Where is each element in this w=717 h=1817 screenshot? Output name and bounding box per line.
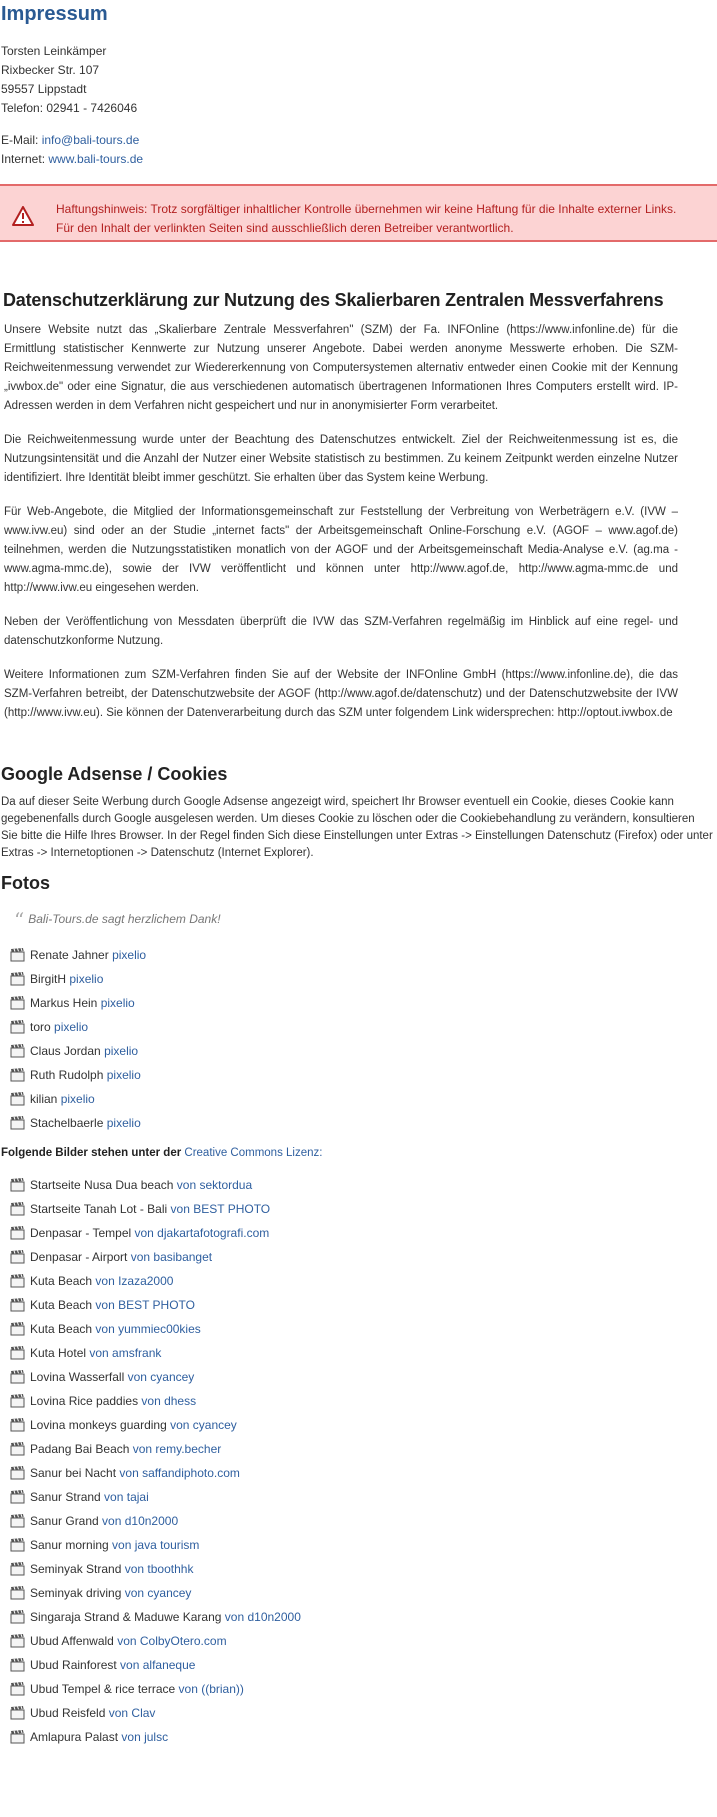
clapperboard-icon [10, 1729, 25, 1744]
fotos-heading: Fotos [1, 873, 50, 893]
credit-item [10, 1245, 717, 1269]
credit-link[interactable]: von ((brian)) [178, 1682, 244, 1696]
credit-item [10, 1725, 717, 1749]
credit-item [10, 1365, 717, 1389]
clapperboard-icon [10, 1585, 25, 1600]
street: Rixbecker Str. 107 [1, 63, 100, 77]
warning-line-2: Für den Inhalt der verlinkten Seiten sind ausschließlich deren Betreiber verantwortlich. [56, 221, 514, 235]
credit-name: Lovina Wasserfall [30, 1370, 128, 1384]
credit-link[interactable]: pixelio [104, 1044, 139, 1058]
adsense-text: Da auf dieser Seite Werbung durch Google Adsense angezeigt wird, speichert Ihr Browser eventuell ein Cookie, dieses Cookie kann gegebenenfalls durch Google ausgelesen werden. Um dieses Cookie zu löschen oder die Cookiebehandlung zu verändern, konsultieren Sie bitte die Hilfe Ihres Browser. In der Regel finden Sich diese Einstellungen unter Extras -> Einstellungen Datenschutz (Firefox) oder unter Extras -> Internetoptionen -> Datenschutz (Internet Explorer). [1, 796, 713, 859]
credit-item [10, 1087, 717, 1111]
credit-item [10, 1605, 717, 1629]
szm-paragraph: Unsere Website nutzt das „Skalierbare Zentrale Messverfahren" (SZM) der Fa. INFOnline (https://www.infonline.de) für die Ermittlung statistischer Kennwerte zur Nutzung unserer Angebote. Dabei werden anonyme Messwerte erhoben. Die SZM-Reichweitenmessung verwendet zur Wiedererkennung von Computersystemen alternativ entweder einen Cookie mit der Kennung „ivwbox.de" oder eine Signatur, die aus verschiedenen automatisch übertragenen Informationen Ihres Computers erstellt wird. IP-Adressen werden in dem Verfahren nicht gespeichert und nur in anonymisierter Form verarbeitet. [4, 324, 678, 412]
warning-line-1: Haftungshinweis: Trotz sorgfältiger inhaltlicher Kontrolle übernehmen wir keine Haftung für die Inhalte externer Links. [56, 202, 677, 216]
credit-item [10, 1581, 717, 1605]
credit-name: Denpasar - Tempel [30, 1226, 135, 1240]
credit-link[interactable]: von remy.becher [132, 1442, 222, 1456]
szm-paragraph: Weitere Informationen zum SZM-Verfahren finden Sie auf der Website der INFOnline GmbH (https://www.infonline.de), die das SZM-Verfahren betreibt, der Datenschutzwebsite der AGOF (http://www.agof.de/datenschutz) und der Datenschutzwebsite der IVW (http://www.ivw.eu). Sie können der Datenverarbeitung durch das SZM unter folgendem Link widersprechen: http://optout.ivwbox.de [4, 669, 678, 719]
credit-name: BirgitH [30, 972, 67, 986]
clapperboard-icon [10, 1417, 25, 1432]
credit-link[interactable]: von amsfrank [89, 1346, 162, 1360]
credit-link[interactable]: von d10n2000 [224, 1610, 301, 1624]
clapperboard-icon [10, 1537, 25, 1552]
credit-name: Renate Jahner [30, 948, 109, 962]
clapperboard-icon [10, 1067, 25, 1082]
clapperboard-icon [10, 1177, 25, 1192]
credit-link[interactable]: pixelio [112, 948, 147, 962]
szm-body [4, 321, 678, 723]
credit-name: Markus Hein [30, 996, 98, 1010]
credit-item [10, 1063, 717, 1087]
credit-name: Kuta Hotel [30, 1346, 90, 1360]
clapperboard-icon [10, 1705, 25, 1720]
credit-name: Lovina monkeys guarding [30, 1418, 171, 1432]
credit-link[interactable]: von yummiec00kies [95, 1322, 201, 1336]
clapperboard-icon [10, 1513, 25, 1528]
phone: Telefon: 02941 - 7426046 [1, 101, 138, 115]
credit-item [10, 1485, 717, 1509]
credit-link[interactable]: von ColbyOtero.com [117, 1634, 227, 1648]
credit-link[interactable]: von basibanget [130, 1250, 213, 1264]
credit-name: Startseite Tanah Lot - Bali [30, 1202, 168, 1216]
credit-link[interactable]: von d10n2000 [102, 1514, 179, 1528]
clapperboard-icon [10, 1633, 25, 1648]
credit-item [10, 1461, 717, 1485]
credit-name: Singaraja Strand & Maduwe Karang [30, 1610, 225, 1624]
credit-item [10, 1389, 717, 1413]
credit-link[interactable]: von tboothhk [124, 1562, 194, 1576]
email-link[interactable]: info@bali-tours.de [41, 133, 140, 147]
credit-name: Ubud Rainforest [30, 1658, 121, 1672]
credit-item [10, 1341, 717, 1365]
clapperboard-icon [10, 1489, 25, 1504]
website-link[interactable]: www.bali-tours.de [48, 152, 144, 166]
credit-item [10, 1015, 717, 1039]
credit-name: Ubud Affenwald [30, 1634, 118, 1648]
credit-item [10, 943, 717, 967]
clapperboard-icon [10, 995, 25, 1010]
credit-item [10, 1269, 717, 1293]
credit-link[interactable]: von sektordua [176, 1178, 253, 1192]
credit-name: Lovina Rice paddies [30, 1394, 142, 1408]
credit-link[interactable]: von cyancey [124, 1586, 192, 1600]
credit-item [10, 1293, 717, 1317]
clapperboard-icon [10, 1561, 25, 1576]
credit-link[interactable]: von dhess [141, 1394, 197, 1408]
city: 59557 Lippstadt [1, 82, 87, 96]
clapperboard-icon [10, 1321, 25, 1336]
szm-paragraph: Die Reichweitenmessung wurde unter der Beachtung des Datenschutzes entwickelt. Ziel der Reichweitenmessung ist es, die Nutzungsintensität und die Anzahl der Nutzer einer Website statistisch zu bestimmen. Zu keinem Zeitpunkt werden einzelne Nutzer identifiziert. Ihre Identität bleibt immer geschützt. Sie erhalten über das System keine Werbung. [4, 434, 678, 484]
credit-link[interactable]: von alfaneque [120, 1658, 196, 1672]
credit-name: Sanur bei Nacht [30, 1466, 120, 1480]
credit-name: Ubud Tempel & rice terrace [30, 1682, 179, 1696]
clapperboard-icon [10, 971, 25, 986]
contact-block [1, 131, 717, 169]
quote-mark-icon: “ [14, 908, 25, 932]
clapperboard-icon [10, 1091, 25, 1106]
credit-link[interactable]: von cyancey [170, 1418, 237, 1432]
clapperboard-icon [10, 1043, 25, 1058]
credit-link[interactable]: pixelio [100, 996, 135, 1010]
credit-item [10, 1653, 717, 1677]
adsense-heading: Google Adsense / Cookies [1, 764, 228, 784]
credit-name: Seminyak driving [30, 1586, 125, 1600]
credit-name: kilian [30, 1092, 58, 1106]
credit-name: Sanur morning [30, 1538, 113, 1552]
cc-intro [1, 1147, 717, 1159]
credit-name: toro [30, 1020, 51, 1034]
credit-link[interactable]: von Izaza2000 [95, 1274, 174, 1288]
credit-name: Kuta Beach [30, 1298, 96, 1312]
owner-name: Torsten Leinkämper [1, 44, 107, 58]
clapperboard-icon [10, 1441, 25, 1456]
credit-item [10, 1677, 717, 1701]
credit-link[interactable]: von julsc [121, 1730, 169, 1744]
internet-label: Internet: [1, 152, 46, 166]
credit-name: Startseite Nusa Dua beach [30, 1178, 174, 1192]
pixelio-credit-list [0, 943, 717, 1135]
clapperboard-icon [10, 1393, 25, 1408]
credit-name: Kuta Beach [30, 1274, 96, 1288]
credit-name: Amlapura Palast [30, 1730, 119, 1744]
address-block [1, 42, 717, 118]
credit-link[interactable]: von cyancey [127, 1370, 195, 1384]
page-title: Impressum [1, 3, 108, 25]
credit-link[interactable]: pixelio [106, 1116, 141, 1130]
credit-item [10, 1197, 717, 1221]
credit-link[interactable]: pixelio [54, 1020, 89, 1034]
credit-item [10, 1173, 717, 1197]
warning-triangle-icon [12, 206, 34, 226]
credit-item [10, 1111, 717, 1135]
credit-item [10, 1317, 717, 1341]
credit-item [10, 991, 717, 1015]
cc-intro-text: Folgende Bilder stehen unter der [1, 1147, 182, 1159]
credit-name: Sanur Grand [30, 1514, 103, 1528]
credit-link[interactable]: von djakartafotografi.com [134, 1226, 270, 1240]
credit-link[interactable]: von saffandiphoto.com [119, 1466, 240, 1480]
credit-link[interactable]: von Clav [108, 1706, 156, 1720]
thanks-quote [14, 908, 717, 932]
credit-item [10, 1039, 717, 1063]
clapperboard-icon [10, 1657, 25, 1672]
clapperboard-icon [10, 947, 25, 962]
credit-name: Padang Bai Beach [30, 1442, 133, 1456]
quote-text: Bali-Tours.de sagt herzlichem Dank! [28, 912, 221, 926]
credit-link[interactable]: pixelio [60, 1092, 95, 1106]
clapperboard-icon [10, 1681, 25, 1696]
credit-link[interactable]: von tajai [104, 1490, 149, 1504]
clapperboard-icon [10, 1465, 25, 1480]
szm-paragraph: Für Web-Angebote, die Mitglied der Informationsgemeinschaft zur Feststellung der Verbreitung von Werbeträgern e.V. (IVW – www.ivw.eu) sind oder an der Studie „internet facts" der Arbeitsgemeinschaft Online-Forschung e.V. (AGOF – www.agof.de) teilnehmen, werden die Nutzungsstatistiken monatlich von der AGOF und der Arbeitsgemeinschaft Media-Analyse e.V. (ag.ma - www.agma-mmc.de), sowie der IVW veröffentlicht und können unter http://www.agof.de, http://www.agma-mmc.de und http://www.ivw.eu eingesehen werden. [4, 506, 678, 594]
clapperboard-icon [10, 1609, 25, 1624]
credit-name: Ubud Reisfeld [30, 1706, 109, 1720]
cc-credit-list [0, 1173, 717, 1749]
credit-name: Sanur Strand [30, 1490, 105, 1504]
credit-link[interactable]: pixelio [106, 1068, 141, 1082]
clapperboard-icon [10, 1369, 25, 1384]
credit-name: Denpasar - Airport [30, 1250, 131, 1264]
credit-item [10, 1413, 717, 1437]
szm-paragraph: Neben der Veröffentlichung von Messdaten überprüft die IVW das SZM-Verfahren regelmäßig im Hinblick auf eine regel- und datenschutzkonforme Nutzung. [4, 616, 678, 647]
liability-warning-box [0, 184, 717, 242]
credit-item [10, 1701, 717, 1725]
credit-item [10, 1437, 717, 1461]
warning-text [56, 200, 676, 238]
clapperboard-icon [10, 1201, 25, 1216]
credit-name: Kuta Beach [30, 1322, 96, 1336]
clapperboard-icon [10, 1225, 25, 1240]
credit-link[interactable]: von BEST PHOTO [95, 1298, 195, 1312]
szm-heading: Datenschutzerklärung zur Nutzung des Skalierbaren Zentralen Messverfahrens [3, 290, 664, 310]
clapperboard-icon [10, 1345, 25, 1360]
credit-link[interactable]: pixelio [69, 972, 104, 986]
clapperboard-icon [10, 1249, 25, 1264]
credit-item [10, 967, 717, 991]
credit-name: Claus Jordan [30, 1044, 101, 1058]
credit-link[interactable]: von BEST PHOTO [170, 1202, 271, 1216]
clapperboard-icon [10, 1019, 25, 1034]
clapperboard-icon [10, 1115, 25, 1130]
email-label: E-Mail: [1, 133, 39, 147]
credit-link[interactable]: von java tourism [112, 1538, 200, 1552]
credit-item [10, 1629, 717, 1653]
credit-item [10, 1509, 717, 1533]
clapperboard-icon [10, 1273, 25, 1288]
credit-item [10, 1221, 717, 1245]
credit-name: Ruth Rudolph [30, 1068, 104, 1082]
credit-name: Stachelbaerle [30, 1116, 104, 1130]
credit-item [10, 1533, 717, 1557]
cc-license-link[interactable]: Creative Commons Lizenz: [184, 1147, 323, 1159]
clapperboard-icon [10, 1297, 25, 1312]
credit-item [10, 1557, 717, 1581]
credit-name: Seminyak Strand [30, 1562, 125, 1576]
